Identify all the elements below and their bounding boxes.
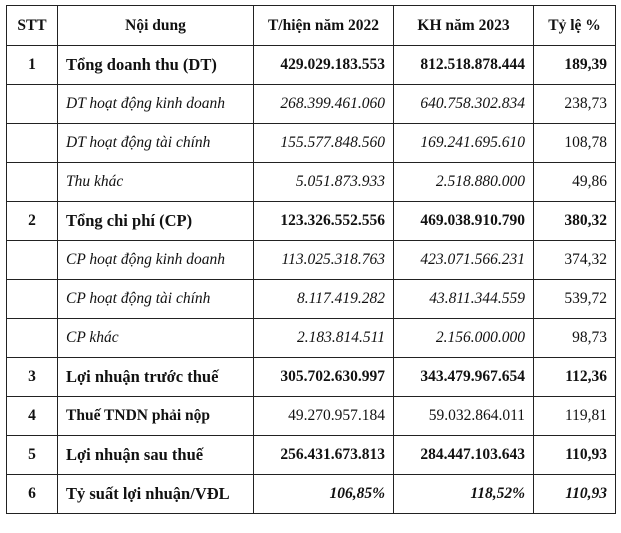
cell-actual-2022: 155.577.848.560 <box>254 124 394 163</box>
cell-plan-2023: 118,52% <box>394 475 534 514</box>
cell-plan-2023: 59.032.864.011 <box>394 397 534 436</box>
header-plan-2023: KH năm 2023 <box>394 6 534 46</box>
table-header-row <box>7 6 616 46</box>
cell-plan-2023: 2.518.880.000 <box>394 163 534 202</box>
cell-actual-2022: 429.029.183.553 <box>254 46 394 85</box>
cell-plan-2023: 812.518.878.444 <box>394 46 534 85</box>
cell-ratio: 108,78 <box>534 124 616 163</box>
cell-content: Lợi nhuận trước thuế <box>58 358 254 397</box>
cell-ratio: 189,39 <box>534 46 616 85</box>
cell-content: DT hoạt động tài chính <box>58 124 254 163</box>
table-row <box>7 46 616 85</box>
cell-plan-2023: 469.038.910.790 <box>394 202 534 241</box>
cell-plan-2023: 43.811.344.559 <box>394 280 534 319</box>
table-row <box>7 163 616 202</box>
table-row <box>7 280 616 319</box>
cell-plan-2023: 2.156.000.000 <box>394 319 534 358</box>
cell-content: CP khác <box>58 319 254 358</box>
cell-actual-2022: 8.117.419.282 <box>254 280 394 319</box>
cell-ratio: 112,36 <box>534 358 616 397</box>
table-row <box>7 124 616 163</box>
cell-content: CP hoạt động kinh doanh <box>58 241 254 280</box>
cell-ratio: 380,32 <box>534 202 616 241</box>
header-ratio: Tỷ lệ % <box>534 6 616 46</box>
cell-ratio: 110,93 <box>534 475 616 514</box>
cell-plan-2023: 284.447.103.643 <box>394 436 534 475</box>
cell-actual-2022: 305.702.630.997 <box>254 358 394 397</box>
cell-stt <box>7 124 58 163</box>
cell-ratio: 98,73 <box>534 319 616 358</box>
cell-ratio: 374,32 <box>534 241 616 280</box>
cell-stt: 6 <box>7 475 58 514</box>
header-stt: STT <box>7 6 58 46</box>
cell-content: Tổng chi phí (CP) <box>58 202 254 241</box>
header-actual-2022: T/hiện năm 2022 <box>254 6 394 46</box>
cell-plan-2023: 640.758.302.834 <box>394 85 534 124</box>
cell-ratio: 119,81 <box>534 397 616 436</box>
cell-ratio: 110,93 <box>534 436 616 475</box>
cell-plan-2023: 169.241.695.610 <box>394 124 534 163</box>
cell-content: DT hoạt động kinh doanh <box>58 85 254 124</box>
cell-actual-2022: 268.399.461.060 <box>254 85 394 124</box>
cell-actual-2022: 49.270.957.184 <box>254 397 394 436</box>
cell-actual-2022: 113.025.318.763 <box>254 241 394 280</box>
cell-plan-2023: 423.071.566.231 <box>394 241 534 280</box>
table-row <box>7 475 616 514</box>
cell-stt: 1 <box>7 46 58 85</box>
cell-ratio: 49,86 <box>534 163 616 202</box>
cell-stt <box>7 319 58 358</box>
cell-plan-2023: 343.479.967.654 <box>394 358 534 397</box>
cell-actual-2022: 256.431.673.813 <box>254 436 394 475</box>
cell-stt <box>7 85 58 124</box>
table-row <box>7 241 616 280</box>
cell-actual-2022: 106,85% <box>254 475 394 514</box>
cell-content: CP hoạt động tài chính <box>58 280 254 319</box>
cell-ratio: 539,72 <box>534 280 616 319</box>
table-row <box>7 358 616 397</box>
cell-content: Tổng doanh thu (DT) <box>58 46 254 85</box>
cell-content: Lợi nhuận sau thuế <box>58 436 254 475</box>
cell-content: Tỷ suất lợi nhuận/VĐL <box>58 475 254 514</box>
table-body <box>7 46 616 514</box>
cell-actual-2022: 123.326.552.556 <box>254 202 394 241</box>
cell-stt <box>7 241 58 280</box>
table-row <box>7 202 616 241</box>
cell-stt <box>7 163 58 202</box>
cell-content: Thu khác <box>58 163 254 202</box>
table-row <box>7 85 616 124</box>
table-row <box>7 436 616 475</box>
cell-stt <box>7 280 58 319</box>
cell-content: Thuế TNDN phải nộp <box>58 397 254 436</box>
cell-actual-2022: 5.051.873.933 <box>254 163 394 202</box>
cell-stt: 3 <box>7 358 58 397</box>
cell-stt: 5 <box>7 436 58 475</box>
cell-stt: 2 <box>7 202 58 241</box>
cell-actual-2022: 2.183.814.511 <box>254 319 394 358</box>
table-row <box>7 397 616 436</box>
cell-ratio: 238,73 <box>534 85 616 124</box>
table-row <box>7 319 616 358</box>
header-content: Nội dung <box>58 6 254 46</box>
financial-plan-table <box>6 5 616 514</box>
cell-stt: 4 <box>7 397 58 436</box>
